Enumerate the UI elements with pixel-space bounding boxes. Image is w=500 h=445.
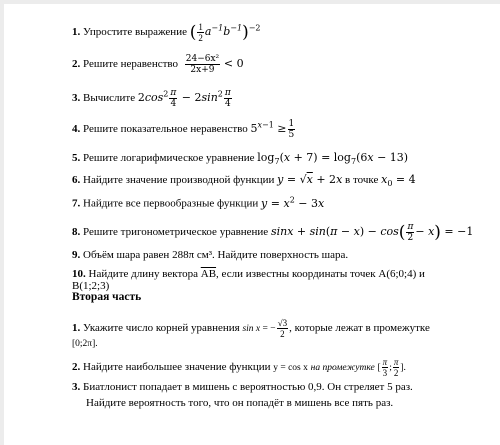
- part2-task-1-interval: [0;2π].: [72, 339, 98, 349]
- interval-bracket: [: [377, 363, 381, 374]
- task-5: 5. Решите логарифмическое уравнение $\log_7(x + 7) = \log_7(6x - 13)$: [72, 151, 409, 167]
- task-10: 10. Найдите длину вектора $\overline{AB}$, если известны координаты точек А(6;0;4) и: [72, 268, 425, 280]
- formula: $a^{-1}b^{-1}$: [204, 23, 243, 39]
- part2-task-2: 2. Найдите наибольшее значение функции y = cos x на промежутке [ $\frac{\pi}{3}$ ; $\frac{\pi}{2}$ ].: [72, 357, 406, 378]
- formula-fraction: $\frac{1}{2}$: [198, 22, 203, 43]
- page-border-left: [0, 0, 4, 445]
- formula: sin x = −: [242, 324, 276, 335]
- page-border-top: [0, 0, 500, 4]
- part2-task-1: 1. Укажите число корней уравнения sin x = − $\frac{√3}{2}$ , которые лежат в промежутке: [72, 318, 430, 339]
- task-8: 8. Решите тригонометрическое уравнение sinx + sin(π − x) − cos( $\frac{\pi}{2}$ − x) = −1: [72, 222, 474, 243]
- task-4: 4. Решите показательное неравенство $5^{x-1}$ ≥ $\frac{1}{5}$: [72, 119, 295, 140]
- formula-paren: (: [189, 22, 197, 43]
- formula: $2\cos^2$: [137, 89, 169, 105]
- task-7: 7. Найдите все первообразные функции $y = x^2 - 3x$: [72, 195, 325, 210]
- task-6: 6. Найдите значение производной функции y = √x + 2x в точке $x_0 = 4$: [72, 173, 416, 189]
- part2-task-3-continued: Найдите вероятность того, что он попадёт в мишень все пять раз.: [86, 397, 394, 409]
- section-title: Вторая часть: [72, 291, 142, 303]
- task-3: 3. Вычислите $2\cos^2$ $\frac{\pi}{4}$ − $2\sin^2$ $\frac{\pi}{4}$: [72, 88, 231, 109]
- formula: $5^{x-1}$ ≥: [250, 120, 287, 136]
- task-9: 9. Объём шара равен 288π см³. Найдите поверхность шара.: [72, 249, 349, 261]
- task-number: 1.: [72, 26, 81, 39]
- part2-task-3: 3. Биатлонист попадает в мишень с вероятностью 0,9. Он стреляет 5 раз.: [72, 381, 413, 393]
- formula: y = √x + 2x: [277, 173, 343, 186]
- formula: sinx + sin(π − x) − cos: [270, 225, 399, 239]
- task-10-continued: В(1;2;3): [72, 280, 110, 292]
- inequality-fraction: $\frac{\text{24−6x²}}{2x+9}$: [185, 54, 220, 75]
- task-2: 2. Решите неравенство $\frac{\text{24−6x²}}{2x+9}$ < 0: [72, 54, 244, 75]
- task-text: Упростите выражение: [83, 26, 187, 39]
- task-1: 1. Упростите выражение ( $\frac{1}{2}$ $a^{-1}b^{-1})^{-2}$: [72, 22, 261, 43]
- formula: $y = x^2 - 3x$: [261, 195, 325, 210]
- formula: $\log_7(x + 7) = \log_7(6x - 13)$: [257, 151, 409, 167]
- vector-ab: $\overline{AB}$: [200, 268, 217, 280]
